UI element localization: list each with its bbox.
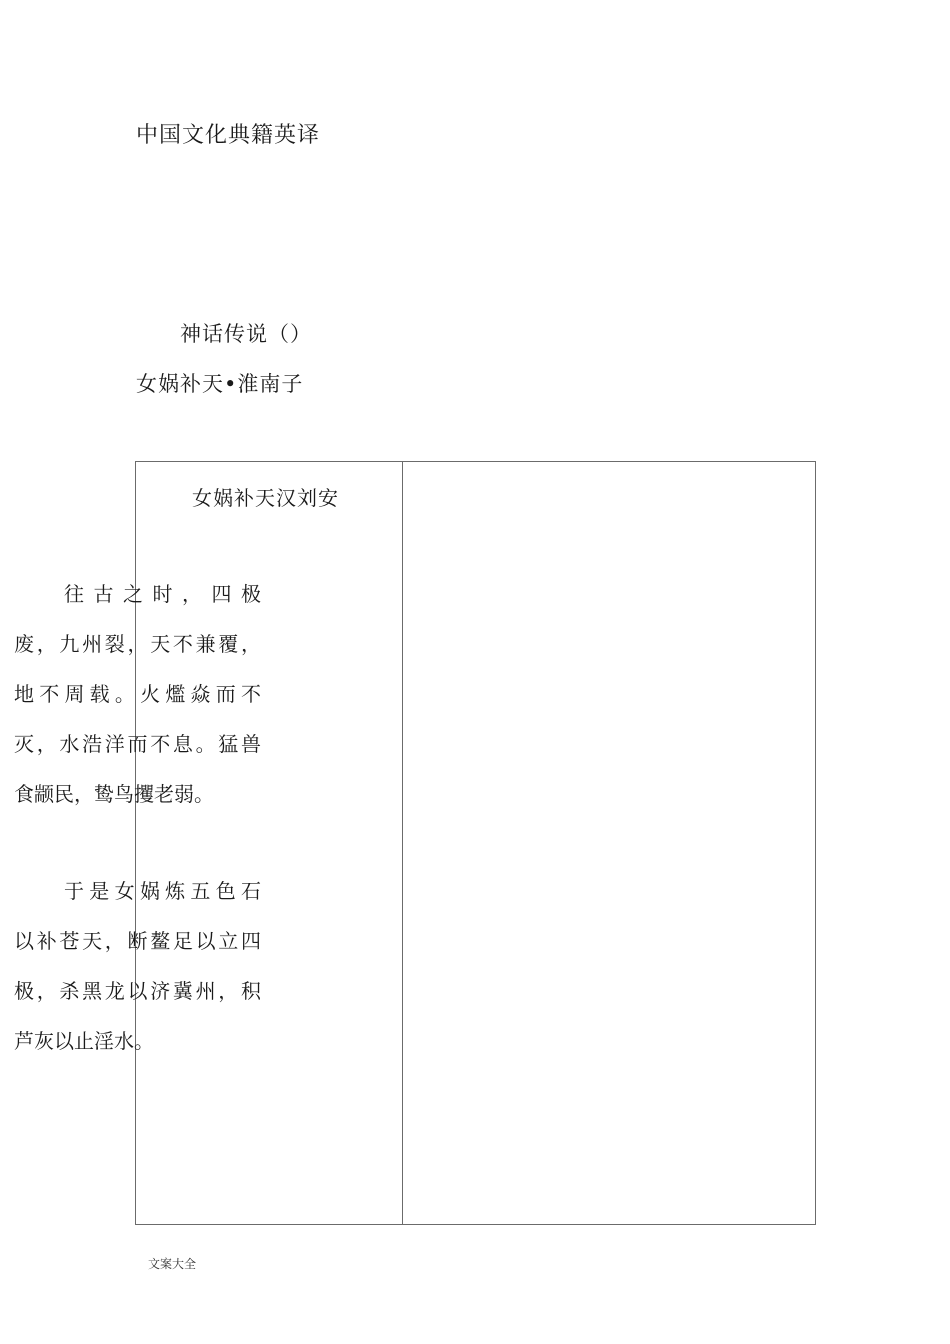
section-heading: 神话传说（） [180,322,312,346]
paragraph-1 [14,569,261,819]
paragraph-line: 以补苍天，断鳌足以立四 [14,929,261,953]
paragraph-2 [14,866,261,1066]
paragraph-line: 芦灰以止淫水。 [14,1029,154,1053]
footer-note: 文案大全 [148,1257,197,1271]
paragraph-line: 地不周载。火爁焱而不 [14,682,261,706]
paragraph-line: 于是女娲炼五色石 [64,879,261,903]
paragraph-line: 灭，水浩洋而不息。猛兽 [14,732,261,756]
paragraph-line: 极，杀黑龙以济冀州，积 [14,979,261,1003]
text-subheading: 女娲补天•淮南子 [136,372,304,396]
document-title: 中国文化典籍英译 [136,123,321,148]
translation-column [403,462,815,1224]
paragraph-line: 往古之时，四极 [64,582,261,606]
poem-title: 女娲补天汉刘安 [192,486,339,510]
paragraph-line: 食颛民，鸷鸟攫老弱。 [14,782,214,806]
paragraph-line: 废，九州裂，天不兼覆， [14,632,261,656]
